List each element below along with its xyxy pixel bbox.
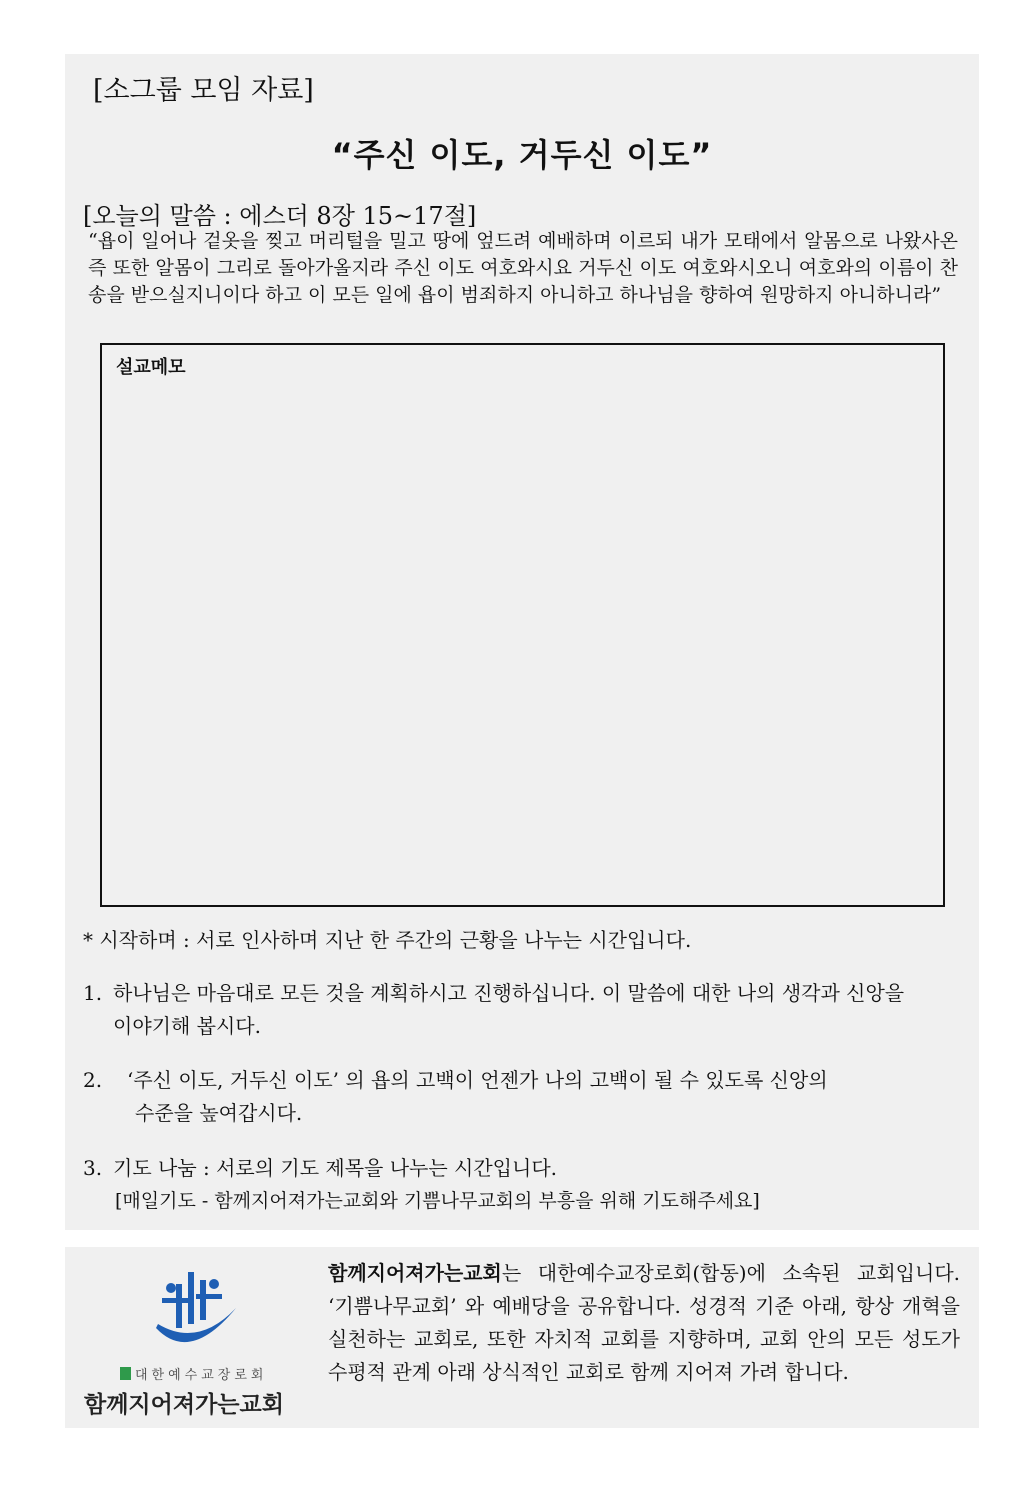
question-number: 3. [83,1156,103,1180]
church-about [328,1257,960,1389]
question-2 [83,1064,963,1130]
question-text: 기도 나눔 : 서로의 기도 제목을 나누는 시간입니다. [113,1156,557,1180]
page-title: “주신 이도, 거두신 이도” [331,136,713,174]
church-about-text: 는 대한예수교장로회(합동)에 소속된 교회입니다. ‘기쁨나무교회’ 와 예배당을 공유합니다. 성경적 기준 아래, 항상 개혁을 실천하는 교회로, 또한 자치적 교회를 지향하며, 교회 안의 모든 성도가 수평적 관계 아래 상식적인 교회로 함께 지어져 가려 합니다. [328,1261,960,1384]
church-logo-icon [150,1268,240,1356]
memo-label: 설교메모 [116,357,186,378]
question-text: ‘주신 이도, 거두신 이도’ 의 욥의 고백이 언젠가 나의 고백이 될 수 있도록 신앙의 [127,1068,828,1092]
sermon-memo-box[interactable] [100,343,945,907]
intro-text: * 시작하며 : 서로 인사하며 지난 한 주간의 근황을 나누는 시간입니다. [83,928,692,952]
question-text: 하나님은 마음대로 모든 것을 계획하시고 진행하십니다. 이 말씀에 대한 나의 생각과 신앙을 [113,981,905,1005]
question-3 [83,1152,963,1218]
church-name: 함께지어져가는교회 [328,1261,502,1285]
church-logo [80,1268,310,1418]
question-1 [83,977,973,1043]
daily-prayer: [매일기도 - 함께지어져가는교회와 기쁨나무교회의 부흥을 위해 기도해주세요] [115,1190,760,1212]
church-logo-name: 함께지어져가는교회 [84,1392,284,1418]
question-text-cont: 수준을 높여갑시다. [135,1101,303,1125]
section-label: [소그룹 모임 자료] [93,75,314,106]
question-number: 1. [83,981,103,1005]
scripture-reference: [오늘의 말씀 : 에스더 8장 15~17절] [83,202,477,230]
question-text-cont: 이야기해 봅시다. [113,1014,261,1038]
question-number: 2. [83,1068,103,1092]
denomination-label: 대한예수교장로회 [120,1364,267,1383]
scripture-text: “욥이 일어나 겉옷을 찢고 머리털을 밀고 땅에 엎드려 예배하며 이르되 내가 모태에서 알몸으로 나왔사온즉 또한 알몸이 그리로 돌아가올지라 주신 이도 여호와시요 거두신 이도 여호와시오니 여호와의 이름이 찬송을 받으실지니이다 하고 이 모든 일에 욥이 범죄하지 아니하고 하나님을 향하여 원망하지 아니하니라” [88,230,958,306]
